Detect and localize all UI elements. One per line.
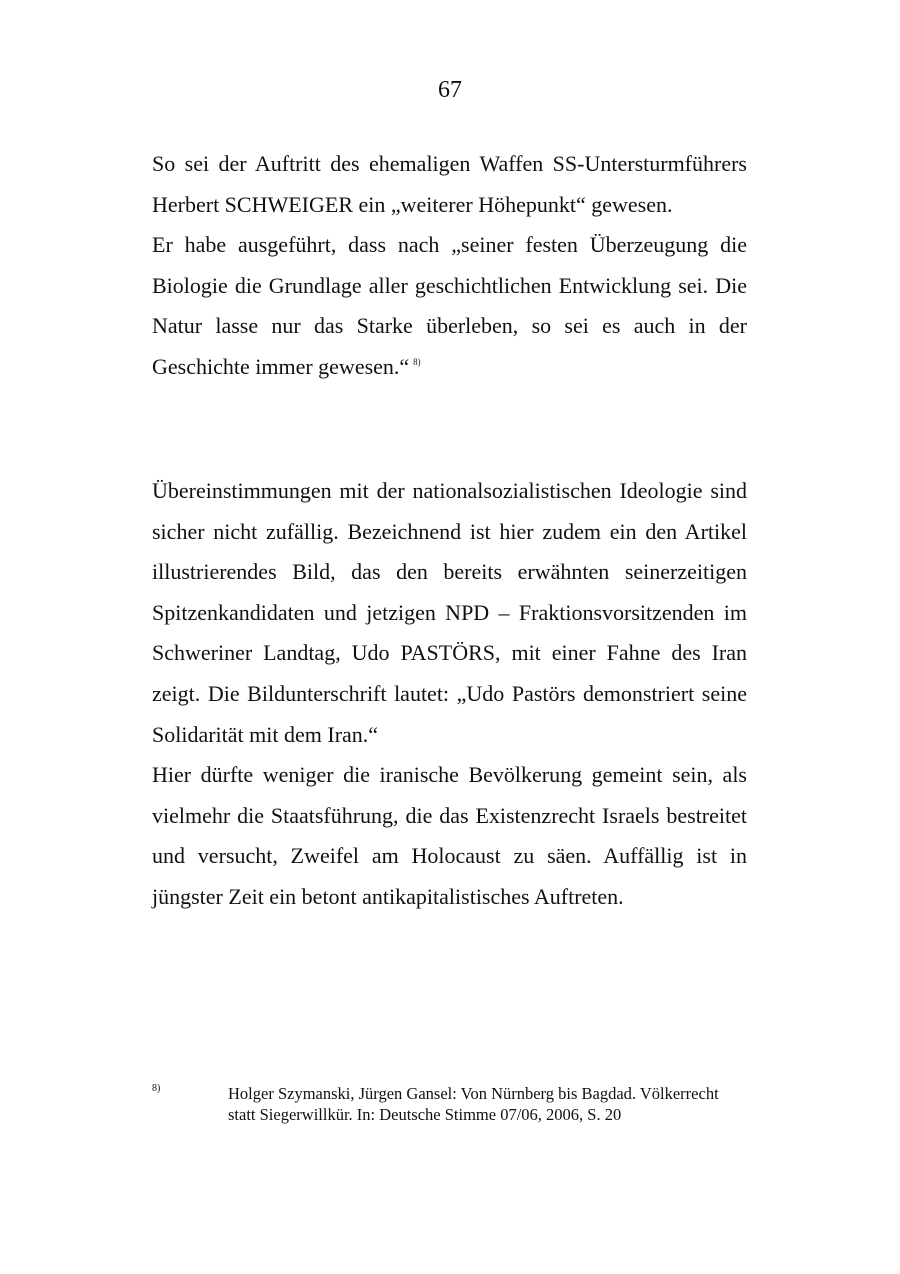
footnote-marker: 8) [152, 1083, 161, 1094]
paragraph-biologie [152, 225, 747, 387]
text-block-schweiger [152, 144, 747, 388]
paragraph-iran: Hier dürfte weniger die iranische Bevölkerung gemeint sein, als vielmehr die Staatsführung, die das Existenzrecht Israels bestreitet und versucht, Zweifel am Holocaust zu säen. Auffällig ist in jüngster Zeit ein betont antikapitalistisches Auftreten. [152, 762, 747, 909]
page-number: 67 [438, 77, 462, 103]
paragraph-auftritt: So sei der Auftritt des ehemaligen Waffen SS-Untersturmführers Herbert SCHWEIGER ein „weiterer Höhepunkt“ gewesen. [152, 151, 747, 217]
text-block-pastoers [152, 471, 747, 918]
paragraph-ideologie: Übereinstimmungen mit der nationalsozialistischen Ideologie sind sicher nicht zufällig. Bezeichnend ist hier zudem ein den Artikel illustrierendes Bild, das den bereits erwähnten seinerzeitigen Spitzenkandidaten und jetzigen NPD – Fraktionsvorsitzenden im Schweriner Landtag, Udo PASTÖRS, mit einer Fahne des Iran zeigt. Die Bildunterschrift lautet: „Udo Pastörs demonstriert seine Solidarität mit dem Iran.“ [152, 478, 747, 747]
footnote-reference[interactable]: 8) [413, 356, 421, 367]
paragraph-biologie-text: Er habe ausgeführt, dass nach „seiner festen Überzeugung die Biologie die Grundlage aller geschichtlichen Entwicklung sei. Die Natur lasse nur das Starke überleben, so sei es auch in der Geschichte immer gewesen.“ [152, 232, 747, 379]
footnote-text: Holger Szymanski, Jürgen Gansel: Von Nürnberg bis Bagdad. Völkerrecht statt Siegerwillkür. In: Deutsche Stimme 07/06, 2006, S. 20 [228, 1084, 719, 1124]
